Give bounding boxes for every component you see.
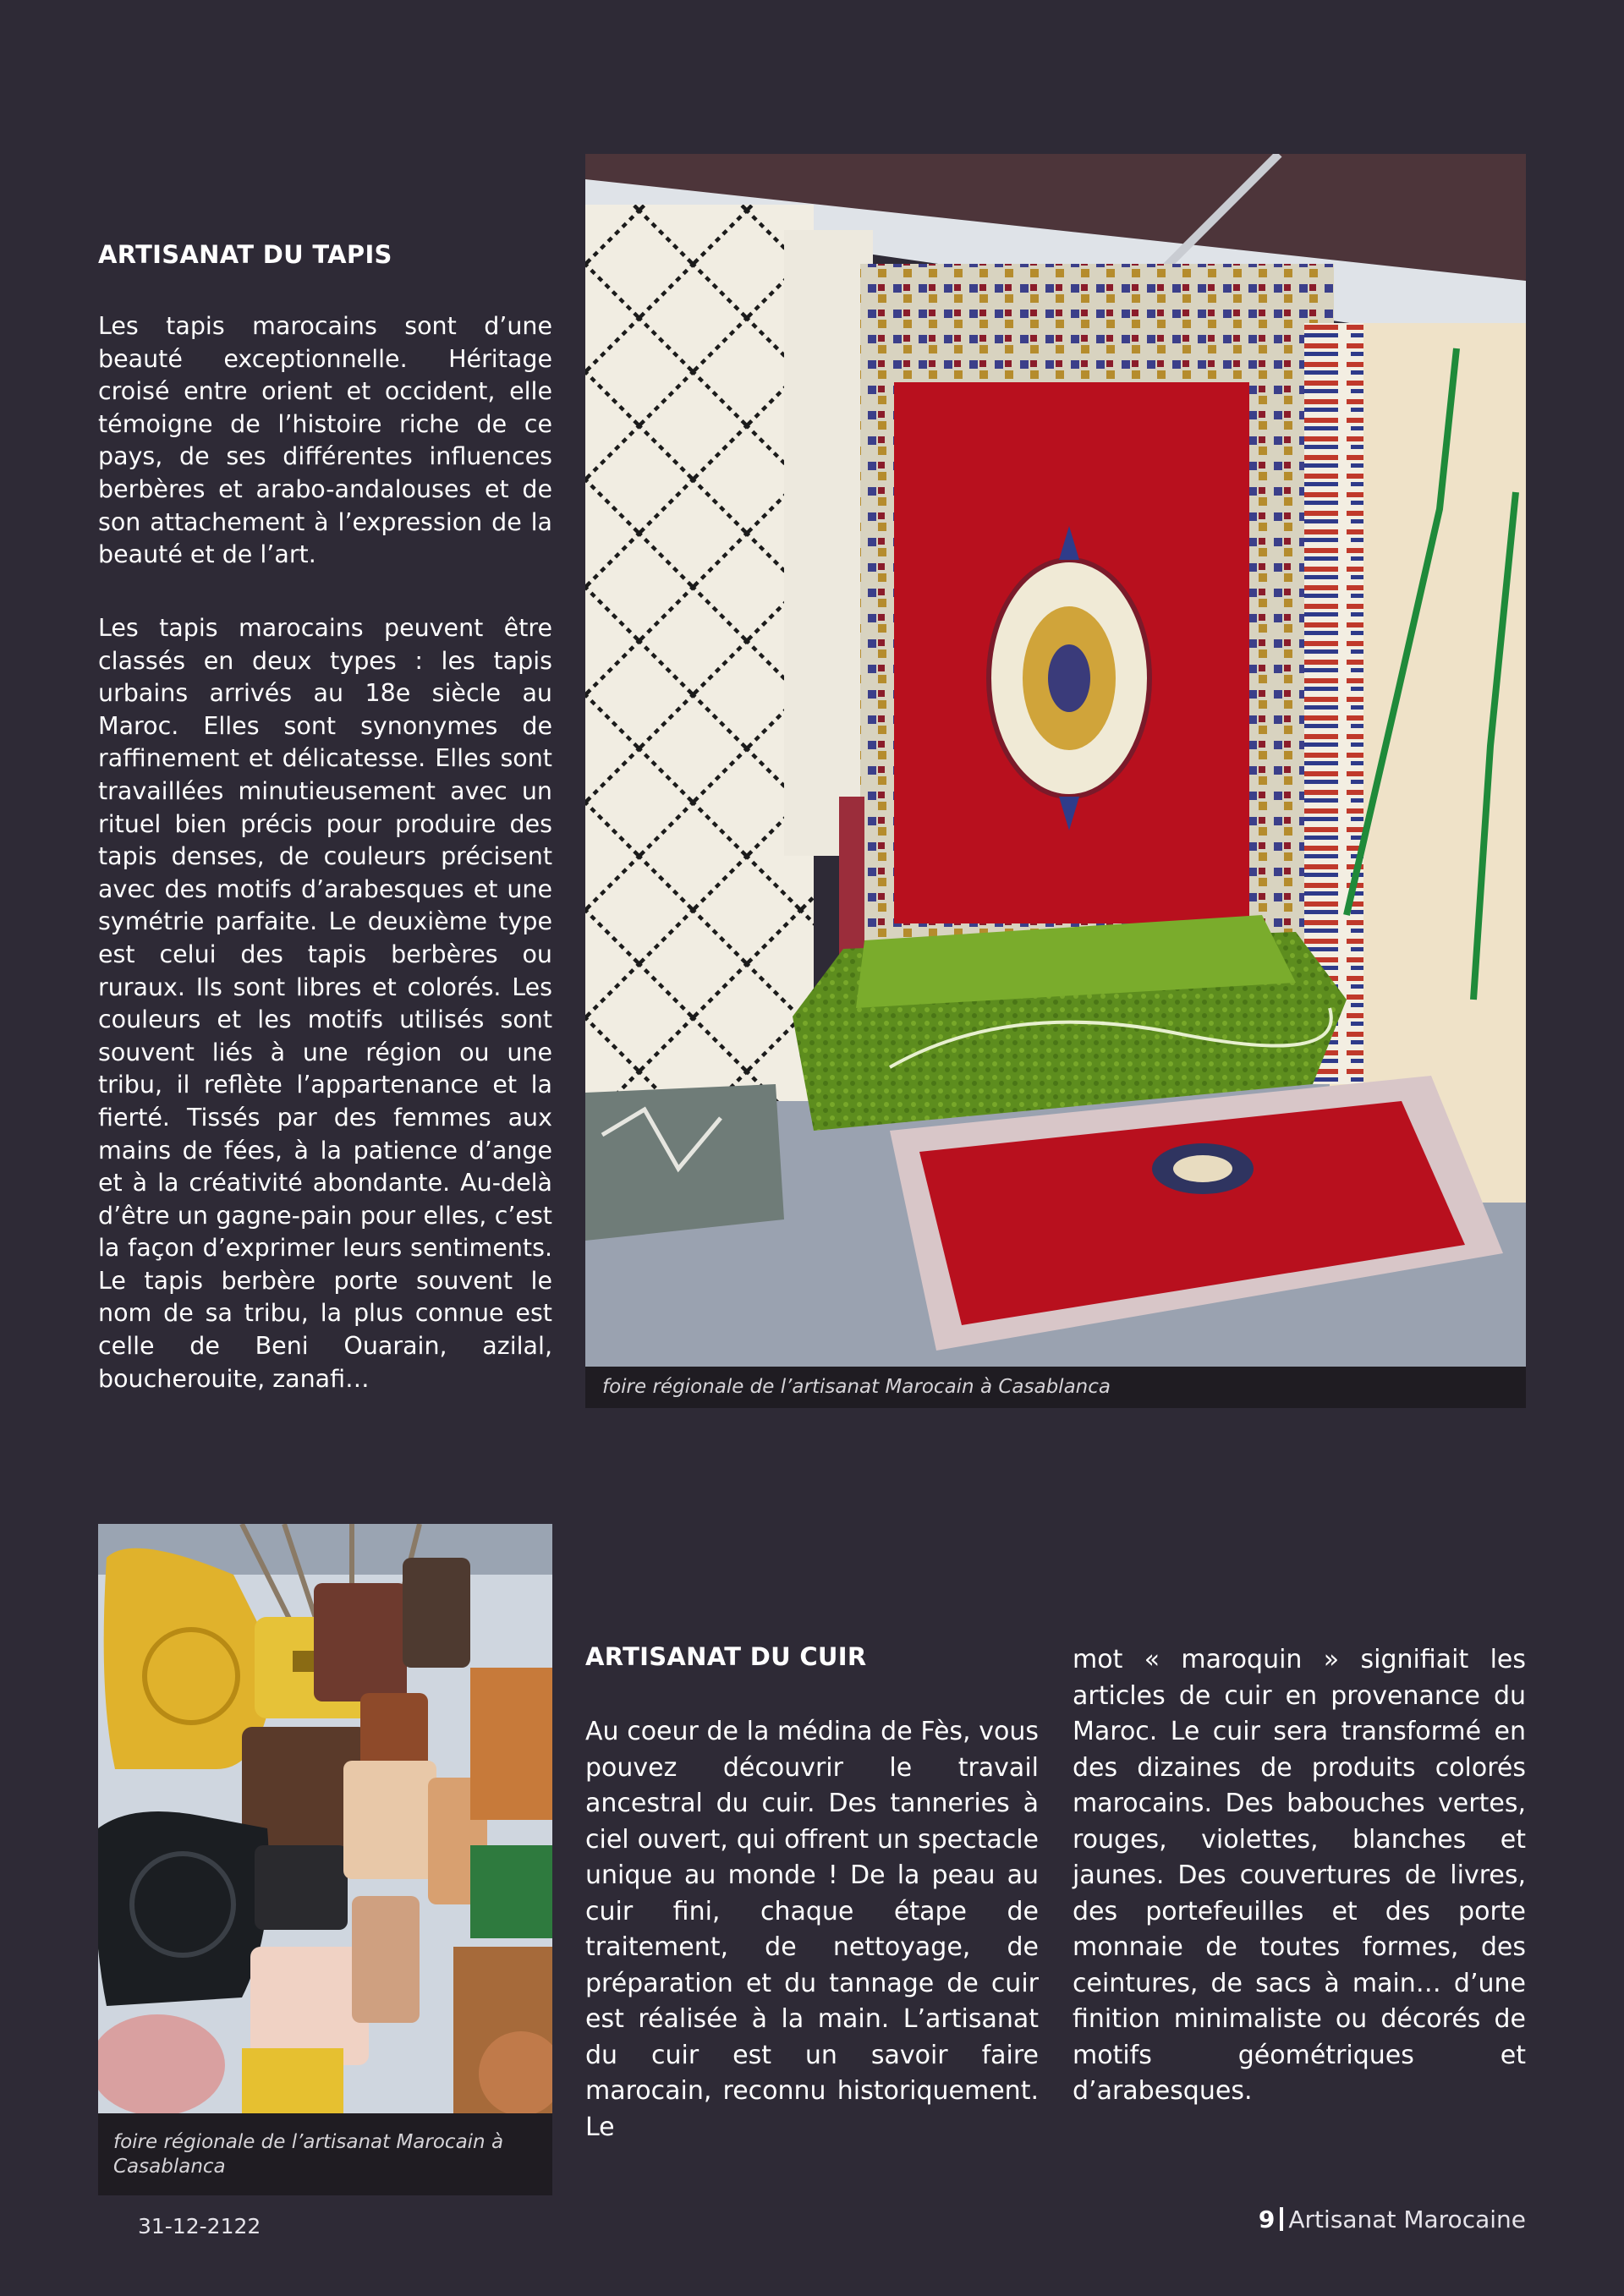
leather-bags-photo [98, 1524, 552, 2113]
rugs-heading: ARTISANAT DU TAPIS [98, 240, 392, 269]
leather-paragraph-col1: Au coeur de la médina de Fès, vous pouvez découvrir le travail ancestral du cuir. Des tanneries à ciel ouvert, qui offrent un spectacle unique au monde ! De la peau au cuir fini, chaque étape de traitement, de nettoyage, de préparation et du tannage de cuir est réalisée à la main. L’artisanat du cuir est un savoir faire marocain, reconnu historiquement. Le [585, 1717, 1039, 2142]
magazine-title: Artisanat Marocaine [1288, 2206, 1526, 2233]
rug-photo [585, 154, 1526, 1367]
leather-photo-caption: foire régionale de l’artisanat Marocain à Casablanca [98, 2113, 552, 2195]
rug-photo-illustration [585, 154, 1526, 1367]
footer-page-info [1259, 2206, 1526, 2233]
page-number: 9 [1258, 2206, 1276, 2233]
leather-paragraph-col2: mot « maroquin » signifiait les articles de cuir en provenance du Maroc. Le cuir sera transformé en des dizaines de produits colorés marocains. Des babouches vertes, rouges, violettes, blanches et jaunes. Des couvertures de livres, des portefeuilles et des porte monnaie de toutes formes, des ceintures, de sacs à main… d’une finition minimaliste ou décorés de motifs géométriques et d’arabesques. [1073, 1645, 1526, 2106]
rugs-paragraph-1: Les tapis marocains sont d’une beauté exceptionnelle. Héritage croisé entre orient et occident, elle témoigne de l’histoire riche de ce pays, de ses différentes influences berbères et arabo-andalouses et de son attachement à l’expression de la beauté et de l’art. [98, 312, 552, 569]
rugs-paragraph-2: Les tapis marocains peuvent être classés en deux types : les tapis urbains arrivés au 18e siècle au Maroc. Elles sont synonymes de raffinement et délicatesse. Elles sont travaillées minutieusement avec un rituel bien précis pour produire des tapis denses, de couleurs précisent avec des motifs d’arabesques et une symétrie parfaite. Le deuxième type est celui des tapis berbères ou ruraux. Ils sont libres et colorés. Les couleurs et les motifs utilisés sont souvent liés à une région ou une tribu, il reflète l’appartenance et la fierté. Tissés par des femmes aux mains de fées, à la patience d’ange et à la créativité abondante. Au-delà d’être un gagne-pain pour elles, c’est la façon d’exprimer leurs sentiments. Le tapis berbère porte souvent le nom de sa tribu, la plus connue est celle de Beni Ouarain, azilal, boucherouite, zanafi… [98, 614, 552, 1393]
footer-date: 31-12-2122 [138, 2214, 261, 2238]
rug-photo-caption: foire régionale de l’artisanat Marocain à Casablanca [585, 1367, 1526, 1408]
leather-heading: ARTISANAT DU CUIR [585, 1642, 867, 1671]
leather-bags-illustration [98, 1524, 552, 2113]
footer-separator [1280, 2207, 1283, 2231]
